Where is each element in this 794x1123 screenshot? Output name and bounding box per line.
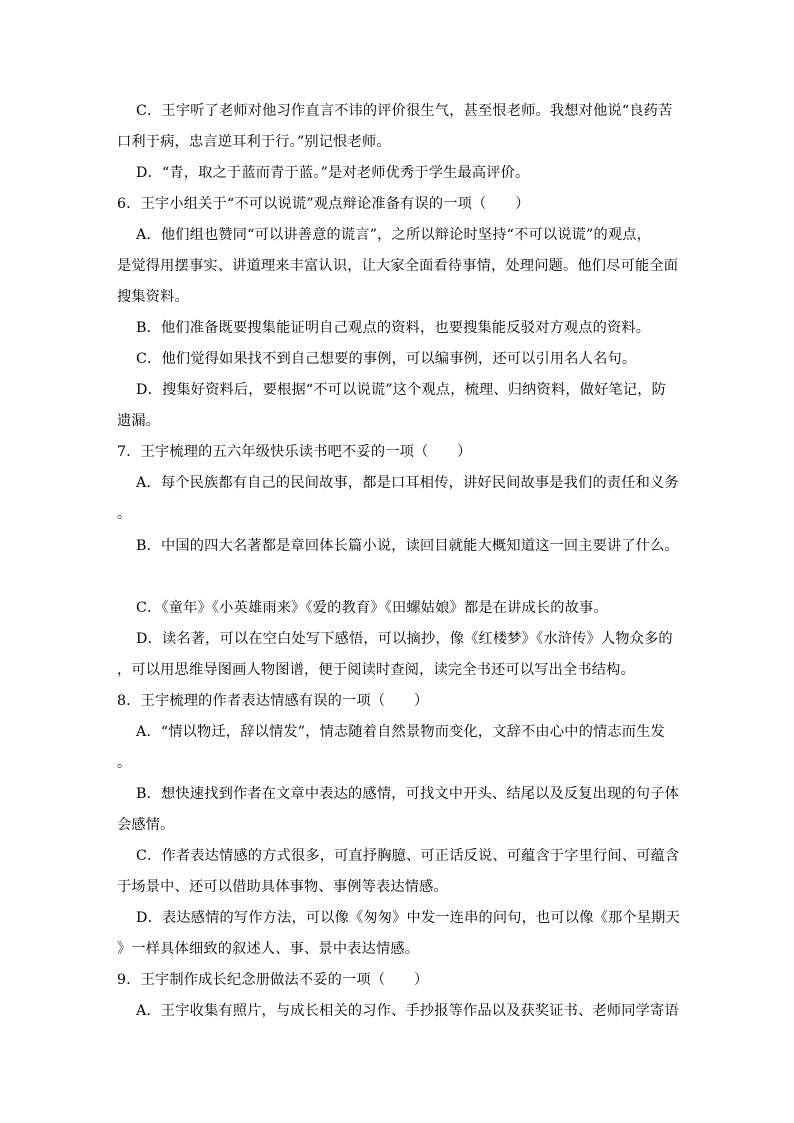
line-option-d-q7: D．读名著，可以在空白处写下感悟，可以摘抄，像《红楼梦》《水浒传》人物众多的: [136, 631, 673, 647]
line-continuation: 会感情。: [117, 817, 175, 833]
line-continuation: 是觉得用摆事实、讲道理来丰富认识，让大家全面看待事情，处理问题。他们尽可能全面: [117, 258, 679, 274]
line-option-b-q8: B．想快速找到作者在文章中表达的感情，可找文中开头、结尾以及反复出现的句子体: [136, 786, 679, 802]
line-continuation: 。: [117, 755, 132, 771]
line-option-c-q8: C．作者表达情感的方式很多，可直抒胸臆、可正话反说、可蕴含于字里行间、可蕴含: [136, 848, 680, 864]
line-continuation: 。: [117, 506, 132, 522]
line-continuation: 于场景中、还可以借助具体事物、事例等表达情感。: [117, 879, 448, 895]
line-option-c-q6: C．他们觉得如果找不到自己想要的事例，可以编事例，还可以引用名人名句。: [136, 351, 637, 367]
line-continuation: 搜集资料。: [117, 289, 189, 305]
line-option-d-q5: D．“青，取之于蓝而青于蓝。”是对老师优秀于学生最高评价。: [136, 165, 530, 181]
line-continuation: 口利于病，忠言逆耳利于行。”别记恨老师。: [117, 134, 391, 150]
line-option-c-q5: C．王宇听了老师对他习作直言不讳的评价很生气，甚至恨老师。我想对他说“良药苦: [136, 103, 673, 119]
question-9-stem: 9．王宇制作成长纪念册做法不妥的一项（ ）: [117, 972, 429, 988]
question-8-stem: 8．王宇梳理的作者表达情感有误的一项（ ）: [117, 693, 429, 709]
line-option-c-q7: C．《童年》《小英雄雨来》《爱的教育》《田螺姑娘》都是在讲成长的故事。: [136, 600, 608, 616]
line-option-d-q8: D．表达感情的写作方法，可以像《匆匆》中发一连串的问句，也可以像《那个星期天: [136, 910, 680, 926]
line-continuation: 》一样具体细致的叙述人、事、景中表达情感。: [117, 941, 420, 957]
line-continuation: 遗漏。: [117, 413, 161, 429]
line-option-d-q6: D．搜集好资料后，要根据“不可以说谎”这个观点，梳理、归纳资料，做好笔记，防: [136, 382, 667, 398]
line-continuation: ，可以用思维导图画人物图谱，便于阅读时查阅，读完全书还可以写出全书结构。: [117, 662, 635, 678]
line-option-a-q7: A．每个民族都有自己的民间故事，都是口耳相传，讲好民间故事是我们的责任和义务: [136, 475, 679, 491]
line-option-b-q7: B．中国的四大名著都是章回体长篇小说，读回目就能大概知道这一回主要讲了什么。: [136, 538, 679, 554]
question-6-stem: 6．王宇小组关于“不可以说谎”观点辩论准备有误的一项（ ）: [117, 196, 530, 212]
line-option-a-q8: A．“情以物迁，辞以情发”，情志随着自然景物而变化，文辞不由心中的情志而生发: [136, 724, 665, 740]
question-7-stem: 7．王宇梳理的五六年级快乐读书吧不妥的一项（ ）: [117, 444, 472, 460]
line-option-a-q9: A．王宇收集有照片，与成长相关的习作、手抄报等作品以及获奖证书、老师同学寄语: [136, 1003, 679, 1019]
line-option-b-q6: B．他们准备既要搜集能证明自己观点的资料，也要搜集能反驳对方观点的资料。: [136, 320, 651, 336]
line-option-a-q6: A．他们组也赞同“可以讲善意的谎言”，之所以辩论时坚持“不可以说谎”的观点，: [136, 227, 652, 243]
